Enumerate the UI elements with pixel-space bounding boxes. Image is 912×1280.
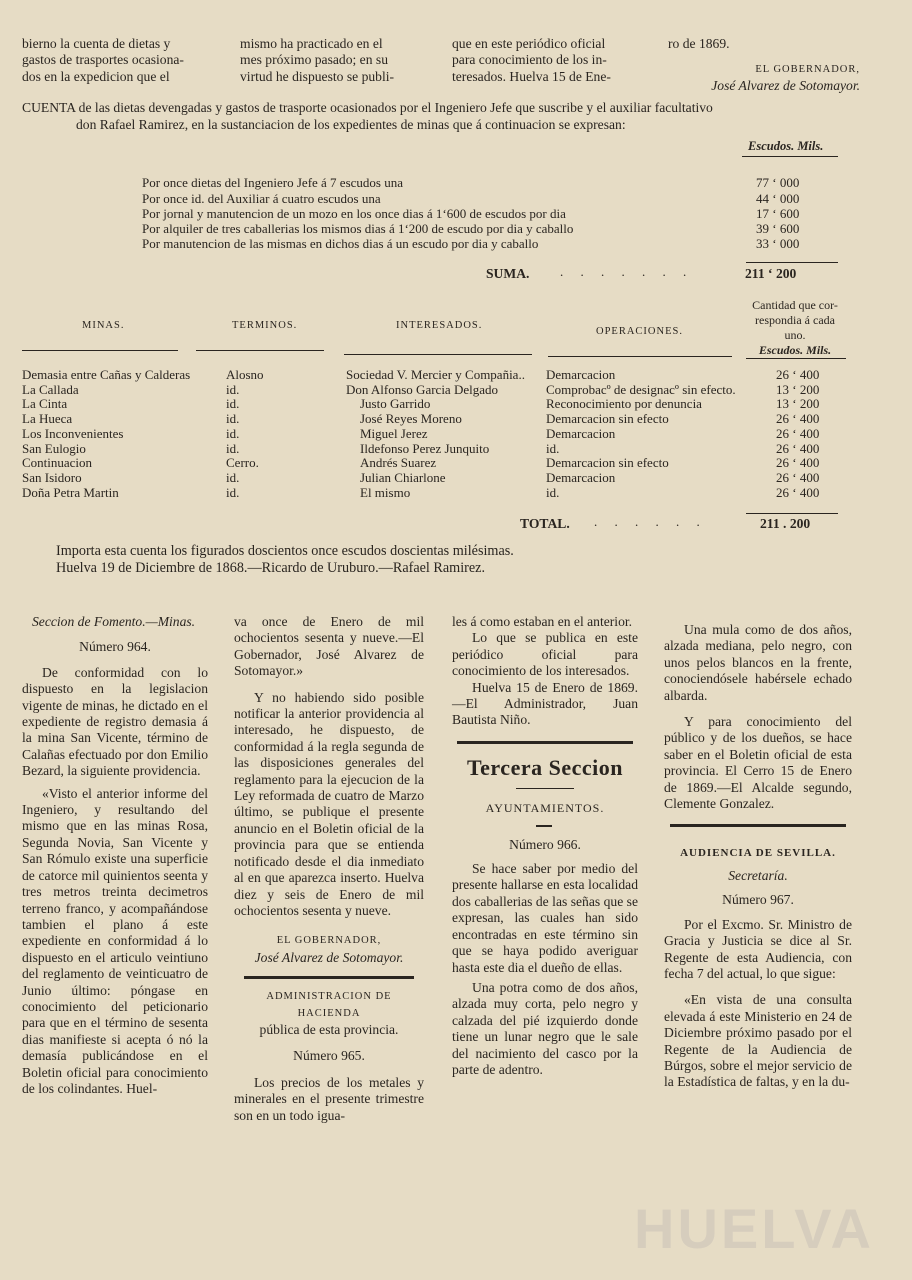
cuenta-item-text: Por jornal y manutencion de un mozo en los once dias á 1‘600 de escudos por dia: [142, 206, 566, 221]
cuenta-heading-2: don Rafael Ramirez, en la sustanciacion de los expedientes de minas que á continuacion se expresan:: [76, 117, 626, 132]
table-cell-cantidad: 13 ‘ 200: [776, 396, 820, 412]
table-cell-cantidad: 26 ‘ 400: [776, 367, 820, 382]
cuenta-item-amount: 44 ‘ 000: [756, 191, 800, 206]
seccion-fomento: Seccion de Fomento.—Minas.: [32, 614, 196, 629]
table-cell-operacion: Demarcacion: [546, 469, 616, 485]
table-cell-cantidad: 26 ‘ 400: [776, 455, 820, 471]
table-cell-cantidad: 26 ‘ 400: [776, 484, 820, 500]
table-cell-termino: id.: [226, 440, 240, 456]
divider: [536, 825, 552, 827]
table-cell-operacion: id.: [546, 440, 560, 456]
top-col-3: [452, 36, 648, 85]
paragraph: «Visto el anterior informe del Ingeniero, y resultando del mismo que en las minas Rosa, Segunda Novia, San Vicente y San Rómulo existe una superficie de catorce mil quinientos seenta y tres metros treinta decimetros terreno franco, y acompañándose tambien el plano á este expediente en conformidad á lo dispuesto en el articulo veintiuno del reglamento de veinticuatro de Junio último: póngase en conocimiento del peticionario para que en el término de sesenta dias manifieste si acepta ó nó la demasía publicándose en el Boletin oficial para conocimiento de los colindantes. Huel-: [22, 785, 208, 1096]
text-line: que en este periódico oficial: [452, 36, 606, 51]
paragraph: Y para conocimiento del público y de los dueños, se hace saber en el Boletin oficial de esta provincia. El Cerro 15 de Enero de 1869.—El Alcalde segundo, Clemente Gonzalez.: [664, 714, 852, 812]
admin-subheading: pública de esta provincia.: [259, 1021, 399, 1037]
table-cell-operacion: id.: [546, 484, 560, 500]
table-cell-mina: La Cinta: [22, 396, 68, 412]
header-minas: MINAS.: [82, 320, 125, 331]
text-line: teresados. Huelva 15 de Ene-: [452, 68, 611, 84]
cuenta-item-amount: 17 ‘ 600: [756, 206, 800, 221]
header-cantidad: [740, 298, 850, 358]
total-label: TOTAL.: [520, 516, 570, 531]
divider: [746, 513, 838, 514]
table-cell-interesado: El mismo: [360, 484, 411, 500]
table-cell-mina: La Callada: [22, 381, 79, 397]
divider: [746, 262, 838, 263]
table-cell-termino: id.: [226, 484, 240, 500]
table-cell-interesado: Sociedad V. Mercier y Compañia..: [346, 367, 525, 382]
table-cell-interesado: Miguel Jerez: [360, 425, 428, 441]
gobernador-label: EL GOBERNADOR,: [276, 935, 382, 947]
table-cell-termino: id.: [226, 469, 240, 485]
header-cantidad-line: respondia á cada: [755, 313, 835, 327]
table-cell-operacion: Demarcacion: [546, 367, 616, 382]
text-line: mismo ha practicado en el: [240, 36, 383, 51]
table-cell-termino: id.: [226, 411, 240, 427]
header-cantidad-line: uno.: [784, 328, 806, 342]
watermark-huelva: HUELVA: [634, 1197, 874, 1260]
text-line: virtud he dispuesto se publi-: [240, 68, 395, 84]
table-cell-operacion: Demarcacion: [546, 425, 616, 441]
cuenta-item-text: Por once dietas del Ingeniero Jefe á 7 escudos una: [142, 175, 403, 190]
paragraph: Lo que se publica en este periódico oficial para conocimiento de los interesados.: [452, 630, 638, 679]
column-3: [452, 614, 638, 1078]
table-cell-mina: San Eulogio: [22, 440, 86, 456]
paragraph: Por el Excmo. Sr. Ministro de Gracia y Justicia se dice al Sr. Regente de esta Audiencia, con fecha 7 del actual, lo que sigue:: [664, 916, 852, 981]
paragraph: Y no habiendo sido posible notificar la anterior providencia al interesado, he dispuesto, de conformidad á la regla segunda de las disposiciones generales del reglamento para la ejecucion de la Ley reformada de cuatro de Marzo último, se publique el presente anuncio en el Boletin oficial de la provincia para que se entienda notificado desde el dia inmediato al en que aparezca inserto. Huelva diez y seis de Enero de mil ochocientos sesenta y nueve.: [234, 689, 424, 918]
divider: [244, 976, 414, 979]
table-cell-mina: La Hueca: [22, 411, 73, 427]
divider: [746, 358, 846, 359]
divider: [742, 156, 838, 157]
column-4: [664, 622, 852, 1091]
gobernador-name: José Alvarez de Sotomayor.: [254, 949, 404, 965]
numero-966: Número 966.: [509, 836, 581, 852]
paragraph: Una mula como de dos años, alzada mediana, pelo negro, con unos pelos blancos en la frente, conociendósele habérsele echado albarda.: [664, 622, 852, 703]
escudos-header: Escudos. Mils.: [748, 139, 824, 153]
top-col-4-line: ro de 1869.: [668, 36, 730, 51]
tercera-seccion-title: Tercera Seccion: [467, 754, 623, 780]
audiencia-heading: AUDIENCIA DE SEVILLA.: [680, 847, 836, 860]
divider: [516, 788, 574, 789]
table-cell-termino: id.: [226, 381, 240, 397]
text-line: bierno la cuenta de dietas y: [22, 36, 171, 51]
table-cell-cantidad: 26 ‘ 400: [776, 440, 820, 456]
top-col-2: [240, 36, 430, 85]
cuenta-item-text: Por manutencion de las mismas en dichos dias á un escudo por dia y caballo: [142, 236, 539, 251]
cuenta-item-text: Por alquiler de tres caballerias los mismos dias á 1‘200 de escudo por dia y caballo: [142, 221, 574, 236]
ornament-rule: [452, 817, 638, 833]
leader-dots: . . . . . . .: [560, 264, 694, 279]
table-cell-operacion: Demarcacion sin efecto: [546, 411, 669, 427]
header-cantidad-line: Cantidad que cor-: [752, 298, 838, 312]
divider: [344, 354, 532, 355]
table-cell-cantidad: 26 ‘ 400: [776, 425, 820, 441]
text-line: gastos de trasportes ocasiona-: [22, 52, 184, 68]
header-terminos: TERMINOS.: [232, 320, 298, 331]
table-cell-termino: Cerro.: [226, 455, 259, 471]
numero-964: Número 964.: [79, 639, 151, 655]
column-1: [22, 614, 208, 1097]
ayuntamientos-heading: AYUNTAMIENTOS.: [485, 801, 605, 816]
cuenta-item-amount: 39 ‘ 600: [756, 221, 800, 236]
table-cell-termino: id.: [226, 396, 240, 412]
table-cell-interesado: Ildefonso Perez Junquito: [360, 440, 490, 456]
paragraph: Huelva 15 de Enero de 1869.—El Administrador, Juan Bautista Niño.: [452, 679, 638, 728]
divider: [670, 824, 846, 827]
divider: [196, 350, 324, 351]
secretaria-heading: Secretaría.: [728, 867, 788, 883]
cuenta-item-text: Por once id. del Auxiliar á cuatro escudos una: [142, 191, 381, 206]
header-operaciones: OPERACIONES.: [596, 326, 683, 337]
table-cell-interesado: Andrés Suarez: [360, 455, 437, 471]
paragraph: Los precios de los metales y minerales en el presente trimestre son en un todo igua-: [234, 1074, 424, 1123]
paragraph: Una potra como de dos años, alzada muy corta, pelo negro y calzada del pié izquierdo donde tiene un lunar negro que le sale del nacimiento del casco por la parte de adentro.: [452, 979, 638, 1077]
table-cell-interesado: Don Alfonso Garcia Delgado: [346, 381, 498, 397]
numero-967: Número 967.: [722, 892, 794, 908]
table-cell-mina: San Isidoro: [22, 469, 82, 485]
admin-heading: ADMINISTRACION DE HACIENDA: [266, 991, 392, 1019]
suma-label: SUMA.: [486, 266, 530, 281]
top-col-1: [22, 36, 218, 85]
table-cell-operacion: Comprobacº de designacº sin efecto.: [546, 381, 736, 397]
divider: [22, 350, 178, 351]
importa-line-2: Huelva 19 de Diciembre de 1868.—Ricardo de Uruburo.—Rafael Ramirez.: [56, 560, 486, 576]
cuenta-item-amount: 77 ‘ 000: [756, 175, 800, 190]
column-2: [234, 614, 424, 1124]
table-cell-interesado: Julian Chiarlone: [360, 469, 446, 485]
paragraph: «En vista de una consulta elevada á este Ministerio en 24 de Diciembre próximo pasado por el Regente de la Audiencia de Búrgos, sobre el mejor servicio de la Estadística de faltas, y en la du-: [664, 992, 852, 1090]
header-interesados: INTERESADOS.: [396, 320, 483, 331]
leader-dots: . . . . . .: [594, 514, 707, 529]
table-cell-mina: Demasia entre Cañas y Calderas: [22, 367, 191, 382]
table-cell-cantidad: 26 ‘ 400: [776, 411, 820, 427]
importa-line-1: Importa esta cuenta los figurados doscientos once escudos doscientas milésimas.: [56, 543, 514, 559]
table-cell-mina: Doña Petra Martin: [22, 484, 119, 500]
text-line: para conocimiento de los in-: [452, 52, 607, 68]
table-cell-cantidad: 26 ‘ 400: [776, 469, 820, 485]
divider: [457, 741, 633, 744]
text-line: mes próximo pasado; en su: [240, 52, 388, 68]
table-cell-mina: Continuacion: [22, 455, 93, 471]
table-cell-interesado: Justo Garrido: [360, 396, 431, 412]
header-cantidad-line: Escudos. Mils.: [758, 343, 832, 357]
table-cell-mina: Los Inconvenientes: [22, 425, 124, 441]
gobernador-label: EL GOBERNADOR,: [755, 64, 860, 75]
suma-value: 211 ‘ 200: [745, 266, 797, 281]
table-cell-interesado: José Reyes Moreno: [360, 411, 462, 427]
total-value: 211 . 200: [760, 516, 811, 531]
table-cell-termino: id.: [226, 425, 240, 441]
paragraph: les á como estaban en el anterior.: [452, 614, 633, 629]
ornament-rule: [452, 776, 638, 798]
numero-965: Número 965.: [293, 1048, 365, 1064]
cuenta-heading-1: CUENTA de las dietas devengadas y gastos de trasporte ocasionados por el Ingeniero Jefe que suscribe y el auxiliar facultativo: [22, 100, 713, 115]
paragraph: De conformidad con lo dispuesto en la legislacion vigente de minas, he dictado en el expediente de registro demasia á la mina San Vicente, término de Calañas efectuado por don Emilio Bezard, la siguiente providencia.: [22, 664, 208, 779]
divider: [548, 356, 732, 357]
table-cell-operacion: Reconocimiento por denuncia: [546, 396, 702, 412]
text-line: dos en la expedicion que el: [22, 68, 170, 84]
paragraph: va once de Enero de mil ochocientos sesenta y nueve.—El Gobernador, José Alvarez de Sotomayor.»: [234, 614, 424, 679]
table-cell-termino: Alosno: [226, 367, 264, 382]
table-cell-cantidad: 13 ‘ 200: [776, 381, 820, 397]
gobernador-name: José Alvarez de Sotomayor.: [711, 78, 860, 93]
paragraph: Se hace saber por medio del presente hallarse en esta localidad dos caballerias de las señas que se expresan, las cuales han sido encontradas en este término sin que se haya podido averiguar hasta este dia el dueño de ellas.: [452, 861, 638, 975]
cuenta-item-amount: 33 ‘ 000: [756, 236, 800, 251]
table-cell-operacion: Demarcacion sin efecto: [546, 455, 669, 471]
